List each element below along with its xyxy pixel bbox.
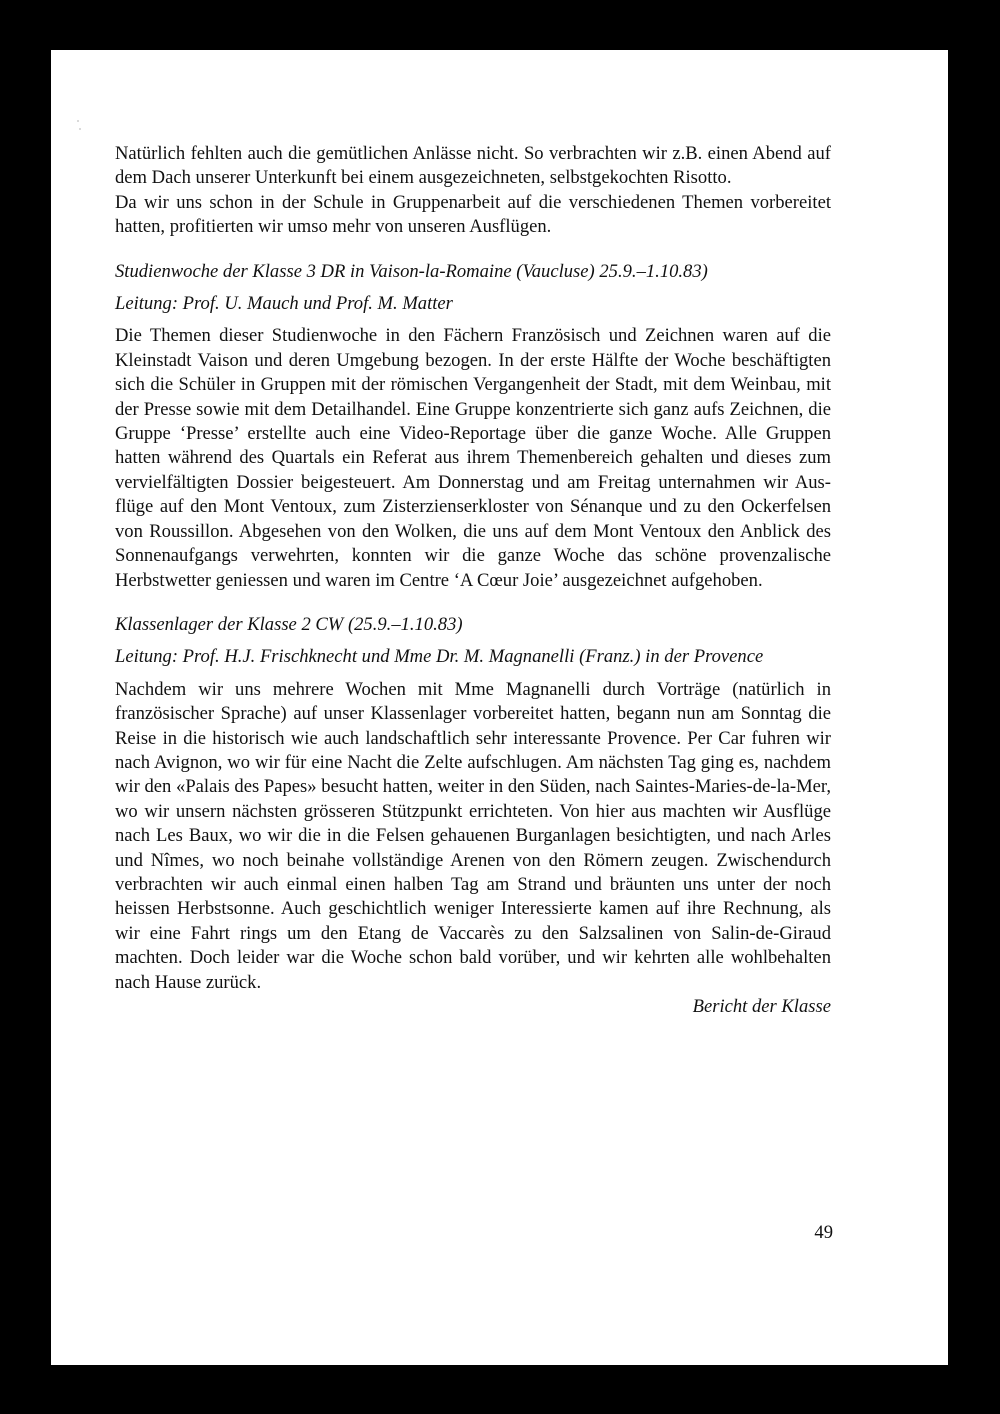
page-content	[115, 142, 831, 1019]
section1-body: Die Themen dieser Studienwoche in den Fächern Französisch und Zeichnen waren auf die Kleinstadt Vaison und deren Umgebung bezogen. In der erste Hälfte der Woche beschäftigten sich die Schüler in Gruppen mit der römischen Vergangenheit der Stadt, mit dem Weinbau, mit der Presse sowie mit dem Detailhandel. Eine Gruppe konzentrierte sich ganz aufs Zeichnen, die Gruppe ‘Presse’ erstellte auch eine Video-Reportage über die ganze Woche. Alle Gruppen hatten während des Quartals ein Referat aus ihrem Themenbereich gehalten und dieses zum vervielfältigten Dossier beigesteuert. Am Donnerstag und am Freitag unternahmen wir Ausflüge auf den Mont Ventoux, zum Zisterzienserkloster von Sénanque und zu den Ockerfelsen von Roussillon. Abgesehen von den Wolken, die uns auf dem Mont Ventoux den Anblick des Sonnenaufgangs verwehrten, konnten wir die ganze Woche das schöne provenzalische Herbstwetter geniessen und waren im Centre ‘A Cœur Joie’ ausgezeichnet aufgehoben.	[115, 325, 831, 591]
section2-body: Nachdem wir uns mehrere Wochen mit Mme Magnanelli durch Vorträge (natürlich in französischer Sprache) auf unser Klassenlager vorbereitet hatten, begann nun am Sonntag die Reise in die historisch wie auch landschaftlich sehr interessante Provence. Per Car fuhren wir nach Avignon, wo wir für eine Nacht die Zelte aufschlugen. Am nächsten Tag ging es, nachdem wir den «Palais des Papes» besucht hatten, weiter in den Süden, nach Saintes-Maries-de-la-Mer, wo wir unsern nächsten grösseren Stützpunkt errichteten. Von hier aus machten wir Ausflüge nach Les Baux, wo wir die in die Felsen gehauenen Burganlagen besichtigten, und nach Arles und Nîmes, wo noch beinahe vollständige Arenen von den Römern zeugen. Zwischendurch verbrachten wir auch einmal einen halben Tag am Strand und bräunten uns unter der noch heissen Herbstsonne. Auch geschichtlich weniger Interessierte kamen auf ihre Rechnung, als wir eine Fahrt rings um den Etang de Vaccarès zu den Salzsalinen von Salin-de-Giraud machten. Doch leider war die Woche schon bald vorüber, und wir kehrten alle wohlbehalten nach Hause zurück.	[115, 678, 831, 993]
section2-signature: Bericht der Klasse	[692, 996, 831, 1017]
section2-leitung: Leitung: Prof. H.J. Frischknecht und Mme Dr. M. Magnanelli (Franz.) in der Provence	[115, 646, 764, 668]
section1-title: Studienwoche der Klasse 3 DR in Vaison-la-Romaine (Vaucluse) 25.9.–1.10.83)	[115, 260, 708, 282]
section1-leitung: Leitung: Prof. U. Mauch und Prof. M. Matter	[115, 293, 453, 315]
scan-speck	[77, 120, 79, 122]
scan-speck	[79, 128, 81, 130]
page-number: 49	[814, 1222, 833, 1243]
section2-title: Klassenlager der Klasse 2 CW (25.9.–1.10.83)	[115, 613, 463, 635]
document-page	[51, 50, 948, 1365]
intro-paragraph-2: Da wir uns schon in der Schule in Gruppenarbeit auf die verschiedenen Themen vorbereitet hatten, profitierten wir umso mehr von unseren Ausflügen.	[115, 191, 831, 238]
intro-paragraph-1: Natürlich fehlten auch die gemütlichen Anlässe nicht. So verbrachten wir z.B. einen Abend auf dem Dach unserer Unterkunft bei einem ausgezeichneten, selbstgekochten Risotto.	[115, 143, 831, 189]
